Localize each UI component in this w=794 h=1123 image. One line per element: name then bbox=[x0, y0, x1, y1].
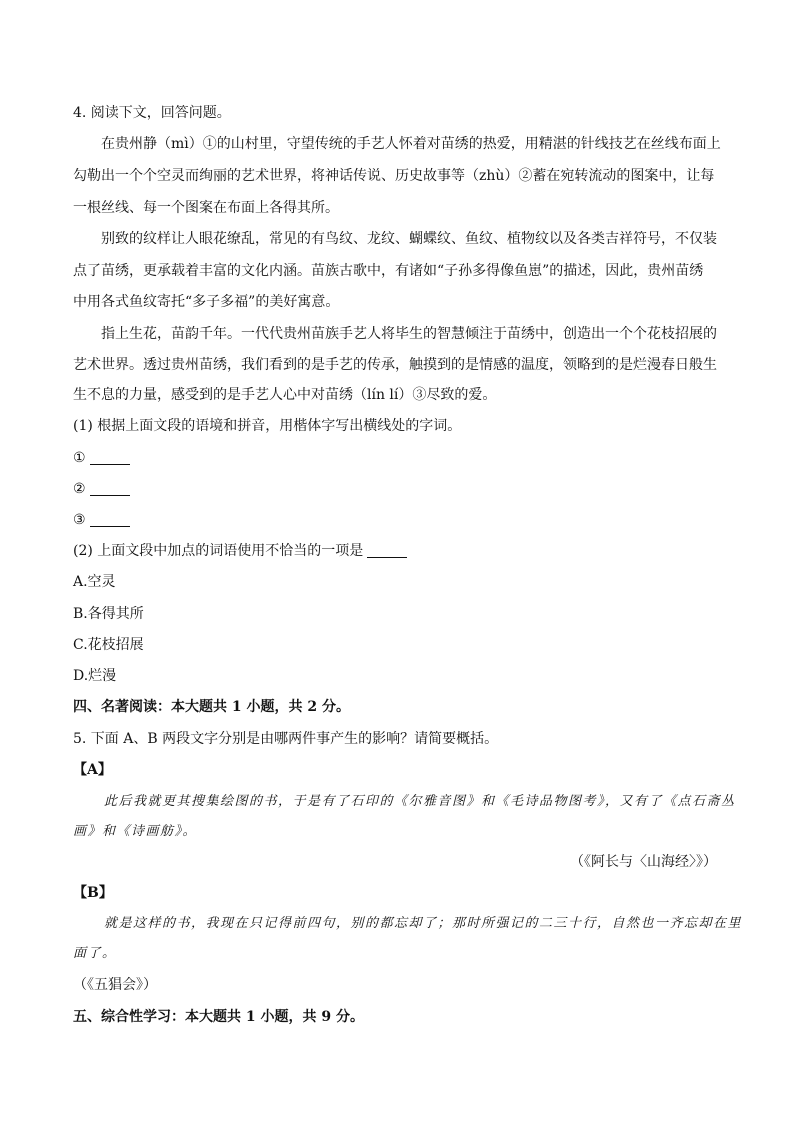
passage-p1-line2: 勾勒出一个个空灵而绚丽的艺术世界，将神话传说、历史故事等（zhù）②蓄在宛转流动的图案中，让每 bbox=[73, 168, 715, 184]
source-b: （《五猖会》） bbox=[73, 977, 157, 993]
option-d: D.烂漫 bbox=[73, 668, 117, 684]
option-c: C.花枝招展 bbox=[73, 637, 144, 653]
passage-p2-line1: 别致的纹样让人眼花缭乱，常见的有鸟纹、龙纹、蝴蝶纹、鱼纹、植物纹以及各类吉祥符号，不仅装 bbox=[101, 231, 717, 247]
option-b: B.各得其所 bbox=[73, 606, 144, 622]
section-5-heading: 五、综合性学习：本大题共 1 小题，共 9 分。 bbox=[73, 1009, 364, 1025]
blank-line-1 bbox=[90, 450, 130, 465]
question-5-title: 5. 下面 A、B 两段文字分别是由哪两件事产生的影响？请简要概括。 bbox=[73, 731, 499, 747]
answer-line-3 bbox=[73, 510, 130, 530]
passage-p1-line1: 在贵州静（mì）①的山村里，守望传统的手艺人怀着对苗绣的热爱，用精湛的针线技艺在丝线布面上 bbox=[101, 136, 721, 152]
excerpt-b-line1: 就是这样的书，我现在只记得前四句，别的都忘却了；那时所强记的二三十行，自然也一齐忘却在里 bbox=[104, 916, 743, 931]
passage-p3-line3: 生不息的力量，感受到的是手艺人心中对苗绣（lín lí）③尽致的爱。 bbox=[73, 387, 497, 403]
answer-line-1 bbox=[73, 448, 130, 468]
sub-question-2-text: (2) 上面文段中加点的词语使用不恰当的一项是 bbox=[73, 543, 364, 559]
excerpt-b-line2: 面了。 bbox=[73, 946, 117, 961]
option-a: A.空灵 bbox=[73, 574, 116, 590]
source-a: （《阿长与〈山海经〉》） bbox=[570, 854, 717, 870]
blank-line-4 bbox=[367, 543, 407, 558]
blank-line-3 bbox=[90, 512, 130, 527]
answer-line-2 bbox=[73, 479, 130, 499]
blank-line-2 bbox=[90, 481, 130, 496]
passage-p1-line3: 一根丝线、每一个图案在布面上各得其所。 bbox=[73, 200, 339, 216]
passage-p2-line3: 中用各式鱼纹寄托“多子多福”的美好寓意。 bbox=[73, 294, 340, 310]
passage-p3-line1: 指上生花，苗韵千年。一代代贵州苗族手艺人将毕生的智慧倾注于苗绣中，创造出一个个花枝招展的 bbox=[101, 326, 717, 342]
blank-number-2: ② bbox=[73, 481, 86, 497]
section-4-heading: 四、名著阅读：本大题共 1 小题，共 2 分。 bbox=[73, 699, 350, 715]
sub-question-2 bbox=[73, 541, 407, 561]
passage-p2-line2: 点了苗绣，更承载着丰富的文化内涵。苗族古歌中，有诸如“子孙多得像鱼崽”的描述，因此，贵州苗绣 bbox=[73, 263, 704, 279]
label-b: 【B】 bbox=[73, 885, 113, 901]
blank-number-1: ① bbox=[73, 450, 86, 466]
excerpt-a-line2: 画》和《诗画舫》。 bbox=[73, 824, 198, 839]
sub-question-1: (1) 根据上面文段的语境和拼音，用楷体字写出横线处的字词。 bbox=[73, 418, 462, 434]
blank-number-3: ③ bbox=[73, 512, 86, 528]
question-4-title: 4. 阅读下文，回答问题。 bbox=[73, 105, 231, 121]
excerpt-a-line1: 此后我就更其搜集绘图的书，于是有了石印的《尔雅音图》和《毛诗品物图考》，又有了《点石斋丛 bbox=[104, 794, 736, 809]
label-a: 【A】 bbox=[73, 762, 112, 778]
passage-p3-line2: 艺术世界。透过贵州苗绣，我们看到的是手艺的传承，触摸到的是情感的温度，领略到的是烂漫春日般生 bbox=[73, 357, 717, 373]
